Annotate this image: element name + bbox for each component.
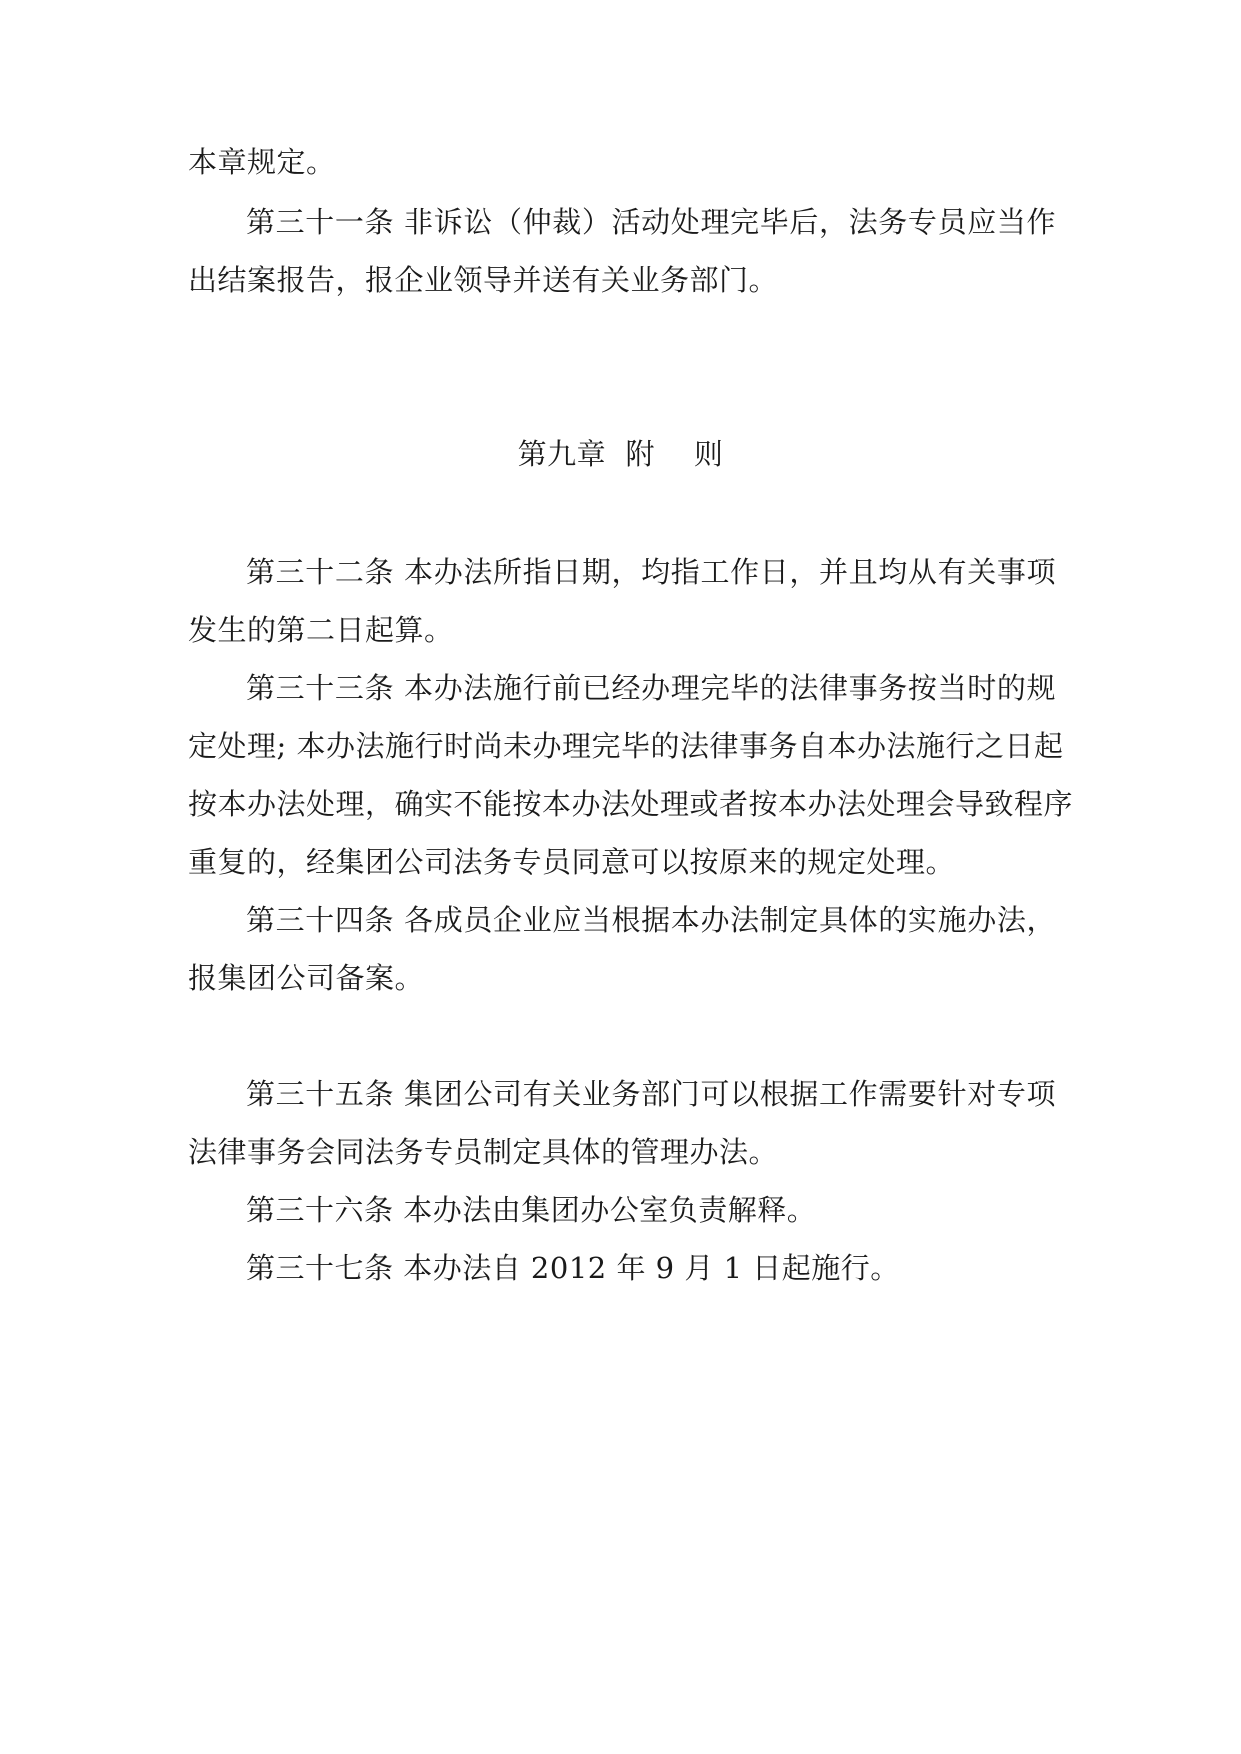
article-31-line-2: 出结案报告，报企业领导并送有关业务部门。: [188, 263, 779, 297]
paragraph-line: 本章规定。: [188, 145, 336, 179]
article-35-line-1: 第三十五条 集团公司有关业务部门可以根据工作需要针对专项: [246, 1077, 1056, 1111]
article-31-line-1: 第三十一条 非诉讼（仲裁）活动处理完毕后，法务专员应当作: [246, 205, 1056, 239]
article-34-line-2: 报集团公司备案。: [188, 961, 425, 995]
article-34-line-1: 第三十四条 各成员企业应当根据本办法制定具体的实施办法，: [246, 903, 1056, 937]
article-35-line-2: 法律事务会同法务专员制定具体的管理办法。: [188, 1135, 779, 1169]
article-37-line-1: 第三十七条 本办法自 2012 年 9 月 1 日起施行。: [246, 1251, 900, 1285]
article-33-line-3: 按本办法处理，确实不能按本办法处理或者按本办法处理会导致程序: [188, 787, 1074, 821]
chapter-heading: 第九章 附 则: [517, 437, 724, 471]
article-33-line-4: 重复的，经集团公司法务专员同意可以按原来的规定处理。: [188, 845, 956, 879]
article-36-line-1: 第三十六条 本办法由集团办公室负责解释。: [246, 1193, 817, 1227]
article-32-line-1: 第三十二条 本办法所指日期，均指工作日，并且均从有关事项: [246, 555, 1056, 589]
article-32-line-2: 发生的第二日起算。: [188, 613, 454, 647]
article-33-line-2: 定处理; 本办法施行时尚未办理完毕的法律事务自本办法施行之日起: [188, 729, 1064, 763]
article-33-line-1: 第三十三条 本办法施行前已经办理完毕的法律事务按当时的规: [246, 671, 1056, 705]
